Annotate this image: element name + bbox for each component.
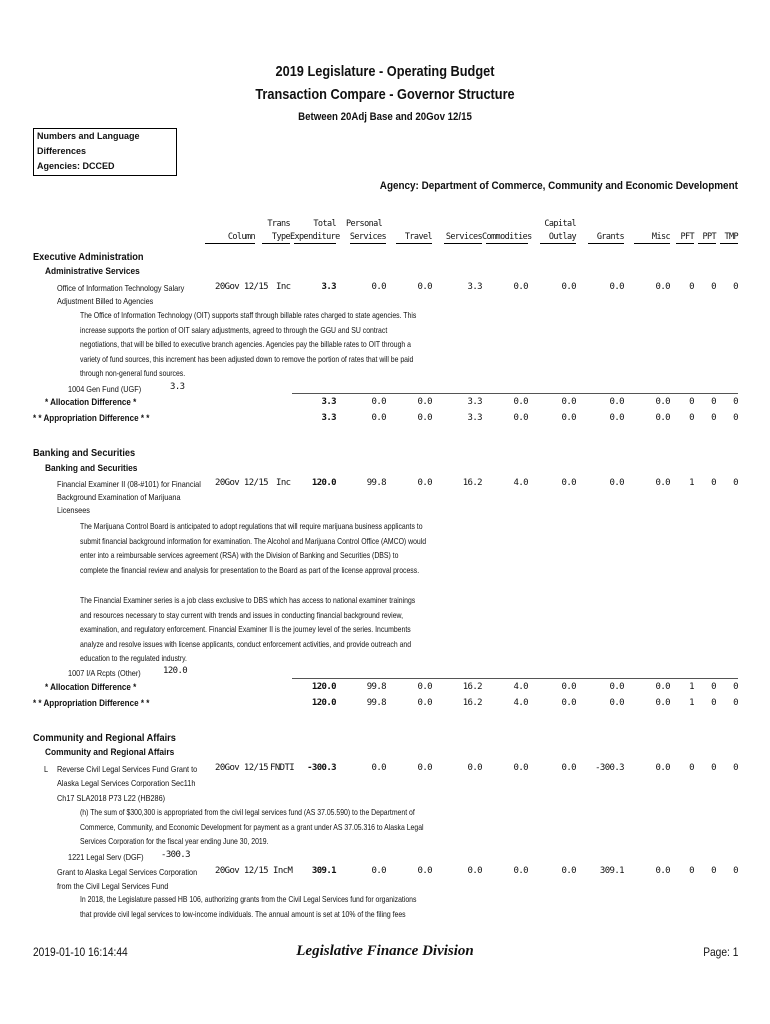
value-tmp: 0	[733, 866, 738, 876]
value-pft: 0	[689, 866, 694, 876]
value-tmp: 0	[733, 413, 738, 423]
value-ppt: 0	[711, 682, 716, 692]
value-services: 3.3	[467, 282, 482, 292]
value-misc: 0.0	[655, 682, 670, 692]
value-tmp: 0	[733, 763, 738, 773]
value-misc: 0.0	[655, 413, 670, 423]
item-name: Office of Information Technology Salary	[57, 283, 185, 293]
value-total-expenditure: 3.3	[321, 282, 336, 292]
value-grants: 0.0	[609, 698, 624, 708]
value-ppt: 0	[711, 282, 716, 292]
value-personal-services: 99.8	[366, 698, 386, 708]
item-name-2: Background Examination of Marijuana	[57, 492, 181, 502]
value-travel: 0.0	[417, 413, 432, 423]
item-description: The Office of Information Technology (OIT) supports staff through billable rates charged to state agencies. This increase supports the portion of OIT salary adjustments, agreed to through the GGU and SU contract negotiations, that will be billed to executive branch agencies. Agencies pay the billable rates to OIT through a variety of fund sources, this increment has been adjusted down to remove the portion of rates that will be paid through non-general fund sources.	[80, 311, 417, 378]
section-title: Banking and Securities	[33, 447, 136, 459]
col-services: Services	[445, 232, 482, 242]
value-misc: 0.0	[655, 866, 670, 876]
col-travel: Travel	[404, 232, 432, 242]
value-commodities: 4.0	[513, 682, 528, 692]
value-ppt: 0	[711, 763, 716, 773]
value-commodities: 4.0	[513, 698, 528, 708]
value-total-expenditure: 3.3	[321, 397, 336, 407]
value-misc: 0.0	[655, 478, 670, 488]
item-name-3: Licensees	[57, 505, 90, 515]
value-ppt: 0	[711, 397, 716, 407]
value-capital-outlay: 0.0	[561, 698, 576, 708]
value-travel: 0.0	[417, 763, 432, 773]
value-grants: 0.0	[609, 478, 624, 488]
footer-timestamp: 2019-01-10 16:14:44	[33, 945, 128, 959]
filter-line3: Agencies: DCCED	[37, 161, 115, 171]
value-commodities: 0.0	[513, 413, 528, 423]
value-pft: 1	[689, 698, 694, 708]
col-capital-1: Capital	[544, 219, 576, 229]
value-capital-outlay: 0.0	[561, 763, 576, 773]
value-travel: 0.0	[417, 866, 432, 876]
value-total-expenditure: -300.3	[307, 763, 336, 773]
value-commodities: 0.0	[513, 397, 528, 407]
item-description-2: The Financial Examiner series is a job class exclusive to DBS which has access to national examiner trainings and resources necessary to stay current with trends and issues in conducting financial background review, examination, and regulatory enforcement. Financial Examiner II is the journey level of the series. Incumbents analyze and resolve issues with license applicants, conduct enforcement activities, and provide outreach and education to the regulated industry.	[80, 596, 416, 663]
value-services: 0.0	[467, 763, 482, 773]
appropriation-difference-label: * * Appropriation Difference * *	[33, 698, 150, 709]
item-column: 20Gov 12/15	[215, 763, 269, 773]
col-trans-2: Type	[271, 232, 290, 242]
value-services: 16.2	[462, 698, 482, 708]
item-marker: L	[44, 764, 49, 774]
value-total-expenditure: 120.0	[311, 698, 336, 708]
item-name-3: Ch17 SLA2018 P73 L22 (HB286)	[57, 793, 166, 803]
value-total-expenditure: 3.3	[321, 413, 336, 423]
value-personal-services: 0.0	[371, 413, 386, 423]
allocation-title: Banking and Securities	[45, 463, 138, 474]
col-column: Column	[227, 232, 255, 242]
fund-amount: 3.3	[170, 382, 185, 392]
value-tmp: 0	[733, 282, 738, 292]
value-pft: 0	[689, 763, 694, 773]
fund-amount: -300.3	[161, 850, 190, 860]
footer-division: Legislative Finance Division	[296, 943, 474, 959]
item-name: Reverse Civil Legal Services Fund Grant to	[57, 764, 198, 774]
item-description: In 2018, the Legislature passed HB 106, authorizing grants from the Civil Legal Services fund for organizations that provide civil legal services to low-income individuals. The annual amount is set at 10% of the filing fees	[80, 895, 417, 919]
report-subtitle: Between 20Adj Base and 20Gov 12/15	[298, 111, 472, 123]
value-personal-services: 0.0	[371, 282, 386, 292]
value-total-expenditure: 309.1	[311, 866, 336, 876]
fund-source: 1004 Gen Fund (UGF)	[68, 384, 142, 394]
col-personal-1: Personal	[346, 219, 383, 229]
item-description: (h) The sum of $300,300 is appropriated from the civil legal services fund (AS 37.05.590) to the Department of Commerce, Community, and Economic Development for payment as a grant under AS 37.05.316 to Alaska Legal Services Corporation for the fiscal year ending June 30, 2019.	[80, 808, 424, 846]
fund-amount: 120.0	[163, 666, 188, 676]
value-pft: 0	[689, 397, 694, 407]
value-capital-outlay: 0.0	[561, 397, 576, 407]
footer-page-number: Page: 1	[702, 945, 738, 959]
col-capital-2: Outlay	[548, 232, 576, 242]
col-misc: Misc	[651, 232, 670, 242]
value-misc: 0.0	[655, 698, 670, 708]
item-name-2: Adjustment Billed to Agencies	[57, 296, 154, 306]
section-title: Executive Administration	[33, 251, 144, 263]
col-tmp: TMP	[724, 232, 738, 242]
value-commodities: 4.0	[513, 478, 528, 488]
value-travel: 0.0	[417, 282, 432, 292]
value-misc: 0.0	[655, 397, 670, 407]
value-capital-outlay: 0.0	[561, 682, 576, 692]
item-trans-type: IncM	[273, 866, 293, 876]
value-pft: 1	[689, 682, 694, 692]
item-name: Grant to Alaska Legal Services Corporation	[57, 867, 198, 877]
value-capital-outlay: 0.0	[561, 478, 576, 488]
item-column: 20Gov 12/15	[215, 282, 269, 292]
value-grants: 0.0	[609, 397, 624, 407]
value-total-expenditure: 120.0	[311, 478, 336, 488]
item-column: 20Gov 12/15	[215, 478, 269, 488]
col-total-2: Expenditure	[290, 232, 340, 242]
filter-line2: Differences	[37, 146, 87, 156]
value-tmp: 0	[733, 397, 738, 407]
fund-source: 1221 Legal Serv (DGF)	[68, 852, 144, 862]
value-services: 3.3	[467, 397, 482, 407]
value-personal-services: 0.0	[371, 397, 386, 407]
report-title-line1: 2019 Legislature - Operating Budget	[275, 63, 495, 80]
value-misc: 0.0	[655, 282, 670, 292]
value-ppt: 0	[711, 478, 716, 488]
value-commodities: 0.0	[513, 282, 528, 292]
allocation-title: Community and Regional Affairs	[45, 747, 175, 758]
value-grants: -300.3	[595, 763, 624, 773]
value-ppt: 0	[711, 698, 716, 708]
item-trans-type: Inc	[276, 478, 291, 488]
value-commodities: 0.0	[513, 866, 528, 876]
value-misc: 0.0	[655, 763, 670, 773]
filter-box	[33, 128, 177, 176]
allocation-title: Administrative Services	[45, 266, 140, 277]
value-ppt: 0	[711, 413, 716, 423]
col-commodities: Commodities	[482, 232, 532, 242]
value-travel: 0.0	[417, 397, 432, 407]
allocation-difference-label: * Allocation Difference *	[45, 397, 137, 408]
item-description: The Marijuana Control Board is anticipated to adopt regulations that will require marijuana business applicants to submit financial background information for examination. The Alcohol and Marijuana Control Office (AMCO) would enter into a reimbursable services agreement (RSA) with the Division of Banking and Securities (DBS) to complete the financial review and analysis for presentation to the Board as part of the license approval process.	[80, 522, 427, 575]
value-personal-services: 99.8	[366, 682, 386, 692]
value-services: 0.0	[467, 866, 482, 876]
value-grants: 0.0	[609, 682, 624, 692]
item-trans-type: FNDTI	[270, 763, 295, 773]
col-trans-1: Trans	[267, 219, 290, 229]
value-services: 16.2	[462, 682, 482, 692]
value-personal-services: 0.0	[371, 763, 386, 773]
col-personal-2: Services	[349, 232, 386, 242]
value-tmp: 0	[733, 698, 738, 708]
value-capital-outlay: 0.0	[561, 282, 576, 292]
item-column: 20Gov 12/15	[215, 866, 269, 876]
value-total-expenditure: 120.0	[311, 682, 336, 692]
value-grants: 309.1	[599, 866, 624, 876]
value-tmp: 0	[733, 682, 738, 692]
section-title: Community and Regional Affairs	[33, 732, 176, 744]
value-travel: 0.0	[417, 698, 432, 708]
col-total-1: Total	[313, 219, 336, 229]
item-name-2: Alaska Legal Services Corporation Sec11h	[57, 778, 196, 788]
allocation-difference-label: * Allocation Difference *	[45, 682, 137, 693]
col-pft: PFT	[680, 232, 694, 242]
value-pft: 1	[689, 478, 694, 488]
value-capital-outlay: 0.0	[561, 413, 576, 423]
value-pft: 0	[689, 413, 694, 423]
value-personal-services: 99.8	[366, 478, 386, 488]
item-name-2: from the Civil Legal Services Fund	[57, 881, 169, 891]
value-commodities: 0.0	[513, 763, 528, 773]
value-travel: 0.0	[417, 478, 432, 488]
value-pft: 0	[689, 282, 694, 292]
value-travel: 0.0	[417, 682, 432, 692]
value-capital-outlay: 0.0	[561, 866, 576, 876]
value-personal-services: 0.0	[371, 866, 386, 876]
col-ppt: PPT	[702, 232, 716, 242]
agency-title: Agency: Department of Commerce, Community and Economic Development	[379, 180, 738, 192]
value-tmp: 0	[733, 478, 738, 488]
fund-source: 1007 I/A Rcpts (Other)	[68, 668, 141, 678]
appropriation-difference-label: * * Appropriation Difference * *	[33, 413, 150, 424]
report-title-line2: Transaction Compare - Governor Structure	[255, 86, 515, 103]
item-name: Financial Examiner II (08-#101) for Financial	[57, 479, 201, 489]
value-services: 16.2	[462, 478, 482, 488]
value-grants: 0.0	[609, 282, 624, 292]
value-grants: 0.0	[609, 413, 624, 423]
col-grants: Grants	[596, 232, 624, 242]
item-trans-type: Inc	[276, 282, 291, 292]
value-ppt: 0	[711, 866, 716, 876]
filter-line1: Numbers and Language	[37, 131, 140, 141]
value-services: 3.3	[467, 413, 482, 423]
